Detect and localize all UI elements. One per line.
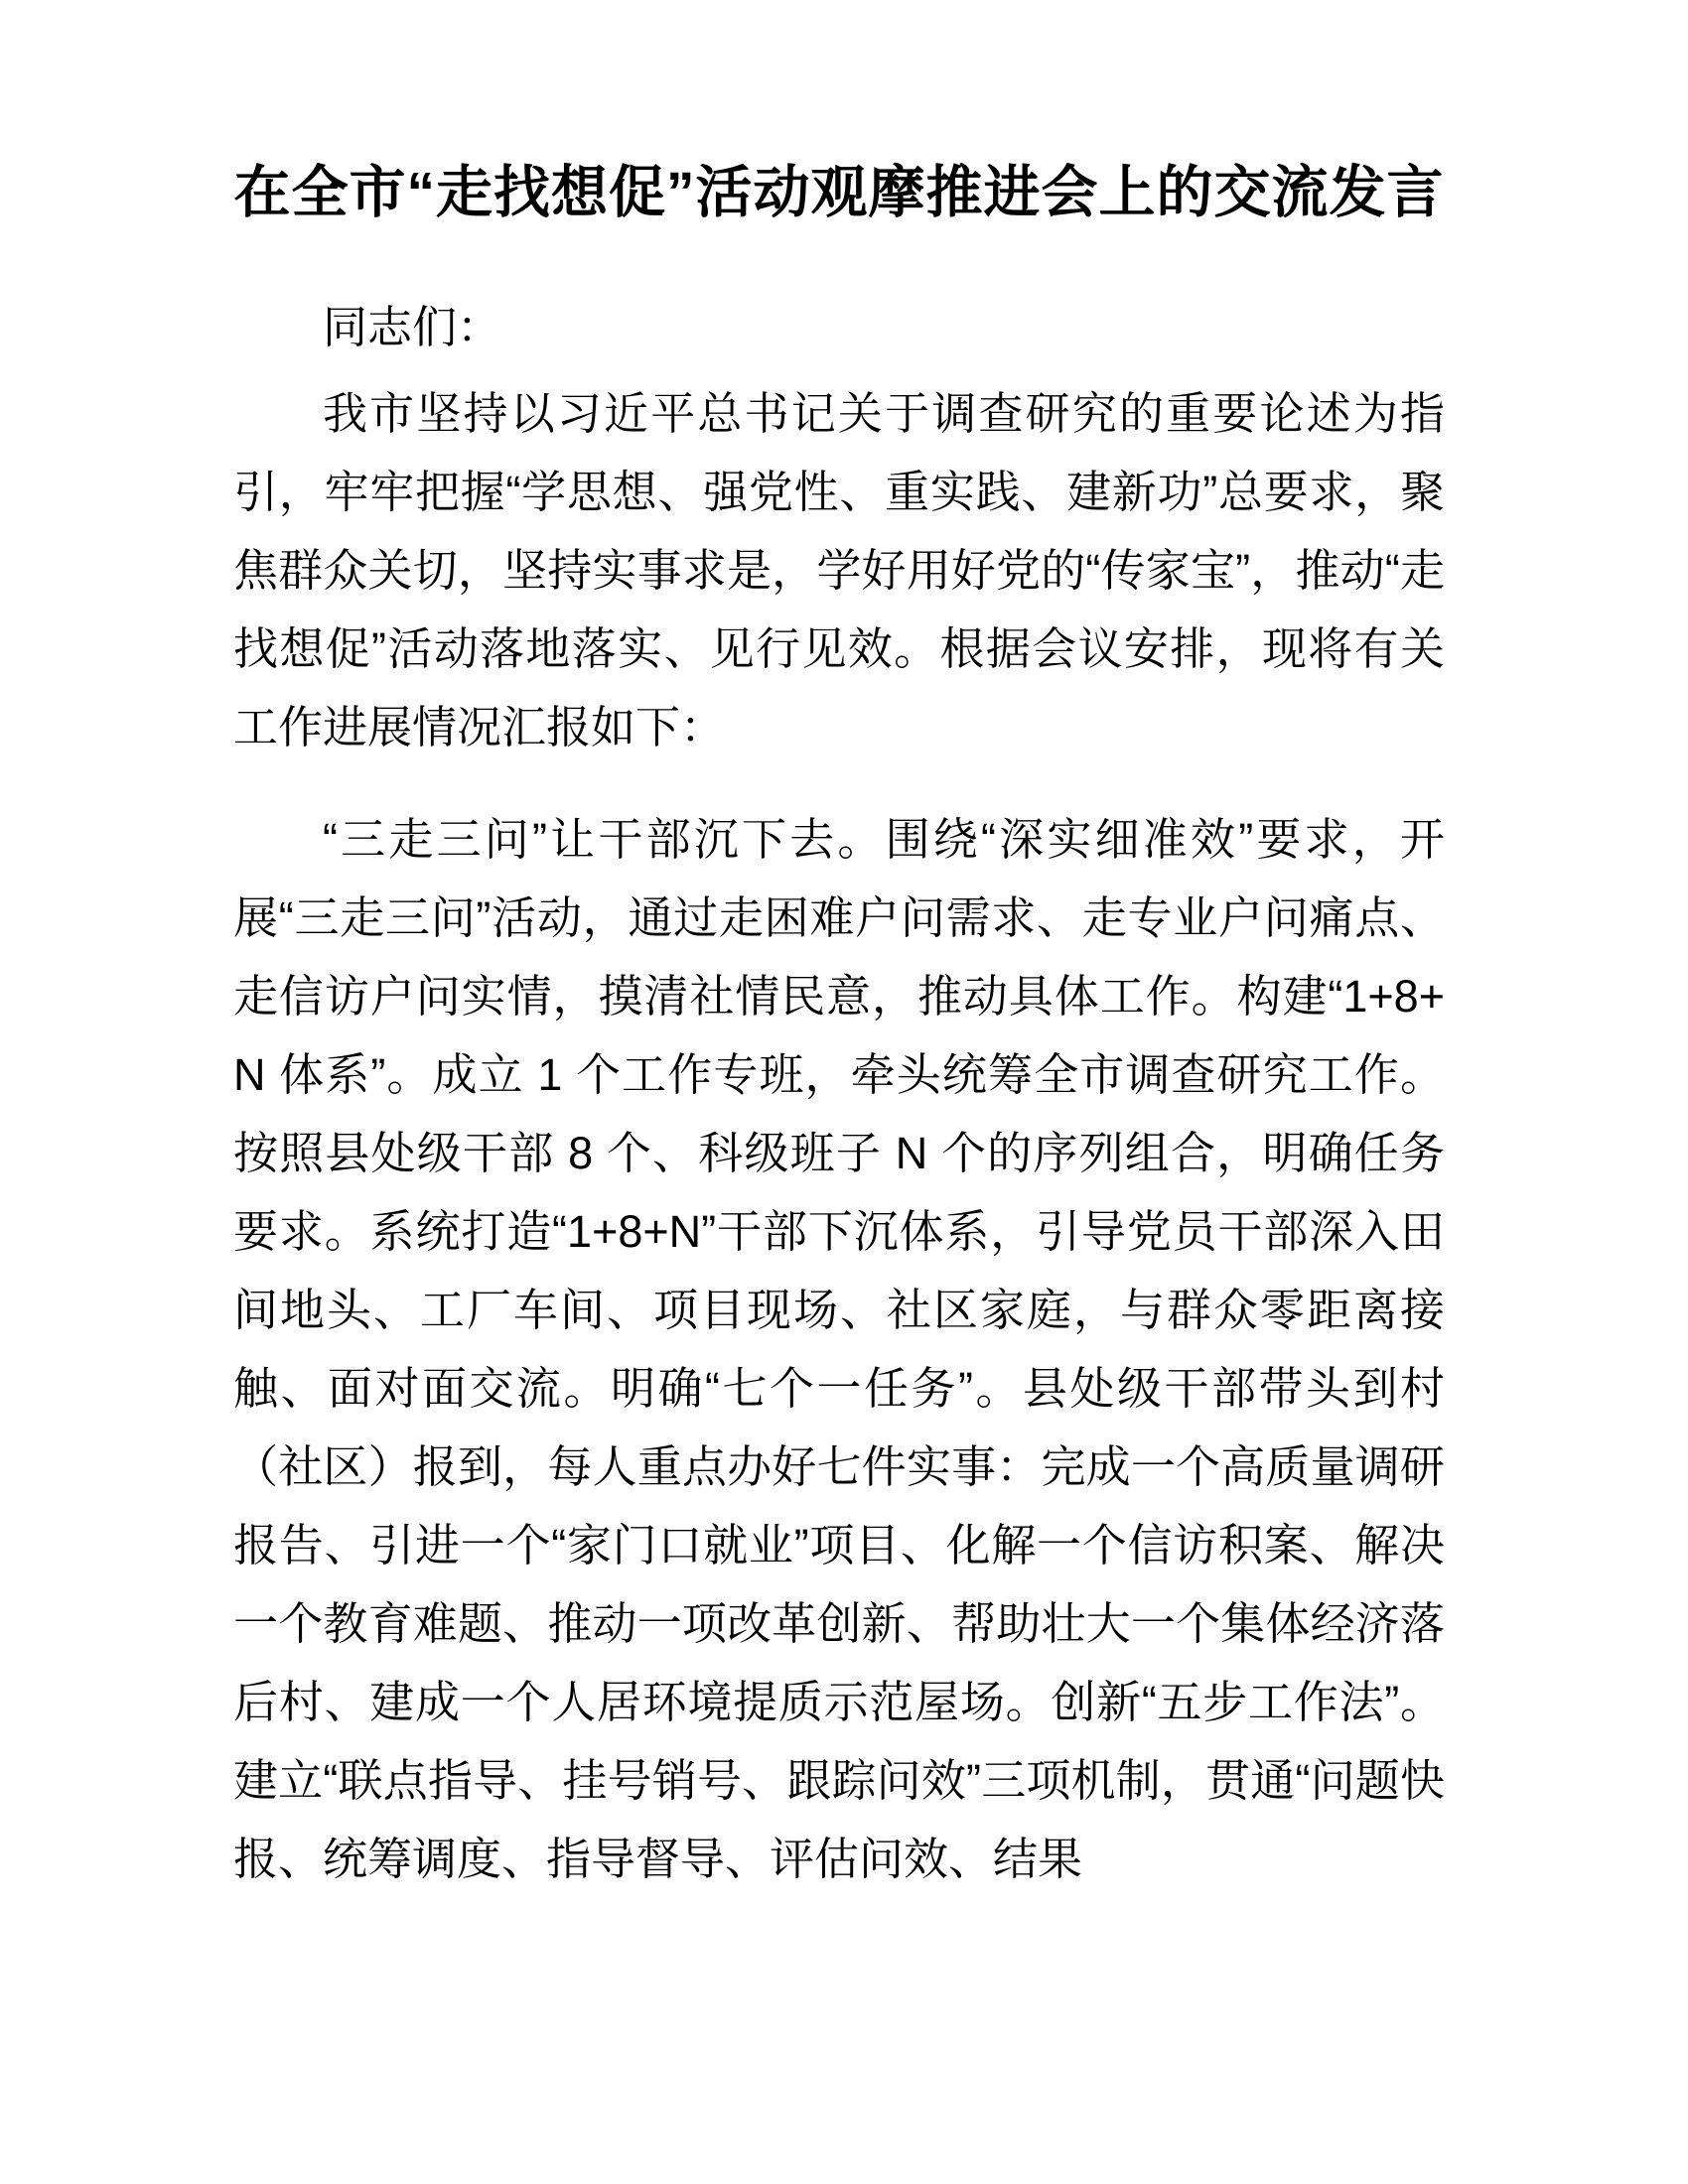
paragraph-salutation: 同志们： [323,302,502,353]
document-body [233,288,1445,1898]
paragraph-intro: 我市坚持以习近平总书记关于调查研究的重要论述为指引，牢牢把握“学思想、强党性、重实践、建新功”总要求，聚焦群众关切，坚持实事求是，学好用好党的“传家宝”，推动“走找想促”活动落地落实、见行见效。根据会议安排，现将有关工作进展情况汇报如下： [233,388,1445,753]
document-title: 在全市“走找想促”活动观摩推进会上的交流发言 [233,161,1445,224]
paragraph-section-1: “三走三问”让干部沉下去。围绕“深实细准效”要求，开展“三走三问”活动，通过走困难户问需求、走专业户问痛点、走信访户问实情，摸清社情民意，推动具体工作。构建“1+8+N 体系”。成立 1 个工作专班，牵头统筹全市调查研究工作。按照县处级干部 8 个、科级班子 N 个的序列组合，明确任务要求。系统打造“1+8+N”干部下沉体系，引导党员干部深入田间地头、工厂车间、项目现场、社区家庭，与群众零距离接触、面对面交流。明确“七个一任务”。县处级干部带头到村（社区）报到，每人重点办好七件实事：完成一个高质量调研报告、引进一个“家门口就业”项目、化解一个信访积案、解决一个教育难题、推动一项改革创新、帮助壮大一个集体经济落后村、建成一个人居环境提质示范屋场。创新“五步工作法”。建立“联点指导、挂号销号、跟踪问效”三项机制，贯通“问题快报、统筹调度、指导督导、评估问效、结果 [233,814,1445,1885]
